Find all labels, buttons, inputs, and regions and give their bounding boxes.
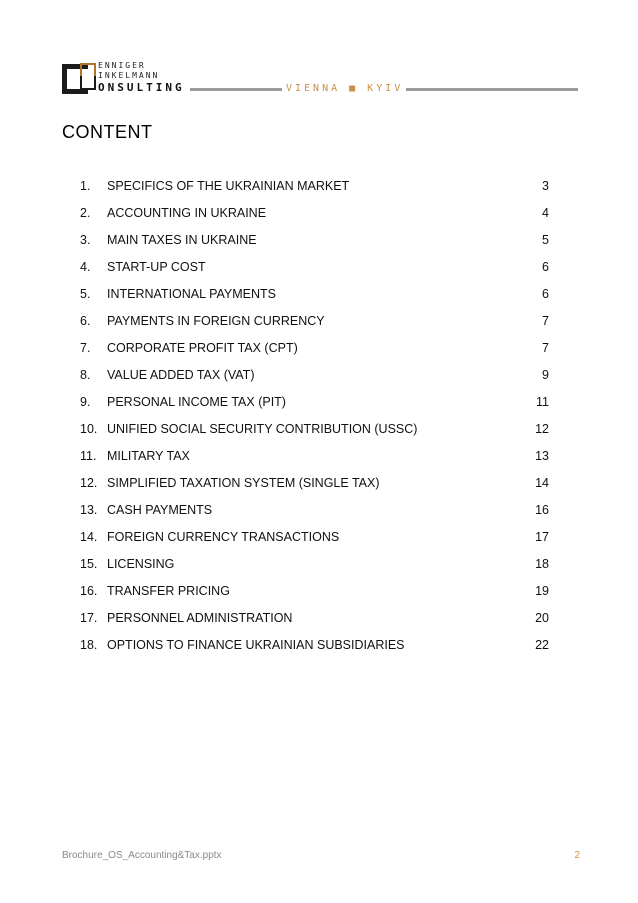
toc-entry[interactable] bbox=[0, 334, 638, 361]
toc-entry-title: SIMPLIFIED TAXATION SYSTEM (SINGLE TAX) bbox=[107, 476, 380, 490]
toc-entry-number: 10. bbox=[80, 422, 98, 436]
toc-entry-number: 9. bbox=[80, 395, 91, 409]
toc-entry-title: ACCOUNTING IN UKRAINE bbox=[107, 206, 267, 220]
toc-entry-number: 6. bbox=[80, 314, 91, 328]
toc-entry[interactable] bbox=[0, 604, 638, 631]
toc-entry-title: INTERNATIONAL PAYMENTS bbox=[107, 287, 277, 301]
toc-entry-title: TRANSFER PRICING bbox=[107, 584, 230, 598]
toc-entry-title: PERSONNEL ADMINISTRATION bbox=[107, 611, 293, 625]
footer-filename: Brochure_OS_Accounting&Tax.pptx bbox=[62, 850, 222, 861]
toc-entry-page: 7 bbox=[542, 314, 549, 328]
logo-divider-left bbox=[190, 88, 282, 91]
toc-entry[interactable] bbox=[0, 253, 638, 280]
toc-entry-number: 4. bbox=[80, 260, 91, 274]
toc-entry-number: 17. bbox=[80, 611, 98, 625]
toc-entry[interactable] bbox=[0, 442, 638, 469]
toc-entry-page: 7 bbox=[542, 341, 549, 355]
toc-entry-page: 12 bbox=[535, 422, 549, 436]
toc-entry-page: 13 bbox=[535, 449, 549, 463]
toc-entry-number: 7. bbox=[80, 341, 91, 355]
logo-line-1: ENNIGER bbox=[98, 61, 146, 70]
toc-entry-page: 3 bbox=[542, 179, 549, 193]
toc-entry[interactable] bbox=[0, 199, 638, 226]
toc-entry-number: 11. bbox=[80, 449, 97, 463]
toc-entry-title: PERSONAL INCOME TAX (PIT) bbox=[107, 395, 286, 409]
toc-entry-number: 14. bbox=[80, 530, 98, 544]
toc-entry[interactable] bbox=[0, 361, 638, 388]
toc-entry-number: 8. bbox=[80, 368, 91, 382]
toc-entry-number: 16. bbox=[80, 584, 98, 598]
toc-entry-number: 12. bbox=[80, 476, 98, 490]
toc-entry-number: 15. bbox=[80, 557, 98, 571]
company-logo bbox=[60, 58, 580, 100]
toc-entry-page: 9 bbox=[542, 368, 549, 382]
logo-divider-right bbox=[406, 88, 578, 91]
toc-entry-title: LICENSING bbox=[107, 557, 175, 571]
toc-entry-page: 11 bbox=[536, 395, 549, 409]
toc-entry-page: 14 bbox=[535, 476, 549, 490]
toc-entry[interactable] bbox=[0, 550, 638, 577]
toc-entry-page: 17 bbox=[535, 530, 549, 544]
toc-entry[interactable] bbox=[0, 172, 638, 199]
toc-entry-number: 2. bbox=[80, 206, 91, 220]
toc-entry-page: 18 bbox=[535, 557, 549, 571]
toc-entry-title: UNIFIED SOCIAL SECURITY CONTRIBUTION (USSC) bbox=[107, 422, 418, 436]
toc-entry-title: CORPORATE PROFIT TAX (CPT) bbox=[107, 341, 298, 355]
toc-entry-page: 5 bbox=[542, 233, 549, 247]
toc-entry-title: FOREIGN CURRENCY TRANSACTIONS bbox=[107, 530, 340, 544]
toc-entry-title: MAIN TAXES IN UKRAINE bbox=[107, 233, 257, 247]
toc-entry-page: 22 bbox=[535, 638, 549, 652]
toc-entry[interactable] bbox=[0, 631, 638, 658]
toc-entry-title: START-UP COST bbox=[107, 260, 206, 274]
toc-entry-title: VALUE ADDED TAX (VAT) bbox=[107, 368, 255, 382]
toc-entry-title: PAYMENTS IN FOREIGN CURRENCY bbox=[107, 314, 325, 328]
toc-entry-page: 6 bbox=[542, 287, 549, 301]
toc-entry-title: OPTIONS TO FINANCE UKRAINIAN SUBSIDIARIES bbox=[107, 638, 405, 652]
toc-entry[interactable] bbox=[0, 496, 638, 523]
toc-entry-title: CASH PAYMENTS bbox=[107, 503, 213, 517]
toc-entry-number: 13. bbox=[80, 503, 98, 517]
page-title: CONTENT bbox=[62, 122, 153, 142]
toc-entry-title: MILITARY TAX bbox=[107, 449, 190, 463]
toc-entry[interactable] bbox=[0, 523, 638, 550]
logo-line-2: INKELMANN bbox=[98, 71, 160, 80]
toc-entry-title: SPECIFICS OF THE UKRAINIAN MARKET bbox=[107, 179, 350, 193]
logo-cities: VIENNA ■ KYIV bbox=[286, 83, 404, 94]
toc-entry-page: 16 bbox=[535, 503, 549, 517]
toc-entry-number: 18. bbox=[80, 638, 98, 652]
logo-line-3: ONSULTING bbox=[98, 81, 185, 94]
toc-entry[interactable] bbox=[0, 415, 638, 442]
table-of-contents bbox=[0, 172, 638, 658]
toc-entry-number: 5. bbox=[80, 287, 91, 301]
toc-entry-number: 1. bbox=[80, 179, 91, 193]
toc-entry-number: 3. bbox=[80, 233, 91, 247]
logo-mark-w bbox=[80, 76, 96, 90]
toc-entry-page: 4 bbox=[542, 206, 549, 220]
toc-entry[interactable] bbox=[0, 307, 638, 334]
toc-entry-page: 20 bbox=[535, 611, 549, 625]
toc-entry[interactable] bbox=[0, 280, 638, 307]
footer-page-number: 2 bbox=[574, 850, 580, 861]
toc-entry-page: 19 bbox=[535, 584, 549, 598]
toc-entry[interactable] bbox=[0, 388, 638, 415]
toc-entry[interactable] bbox=[0, 577, 638, 604]
toc-entry-page: 6 bbox=[542, 260, 549, 274]
toc-entry[interactable] bbox=[0, 469, 638, 496]
toc-entry[interactable] bbox=[0, 226, 638, 253]
